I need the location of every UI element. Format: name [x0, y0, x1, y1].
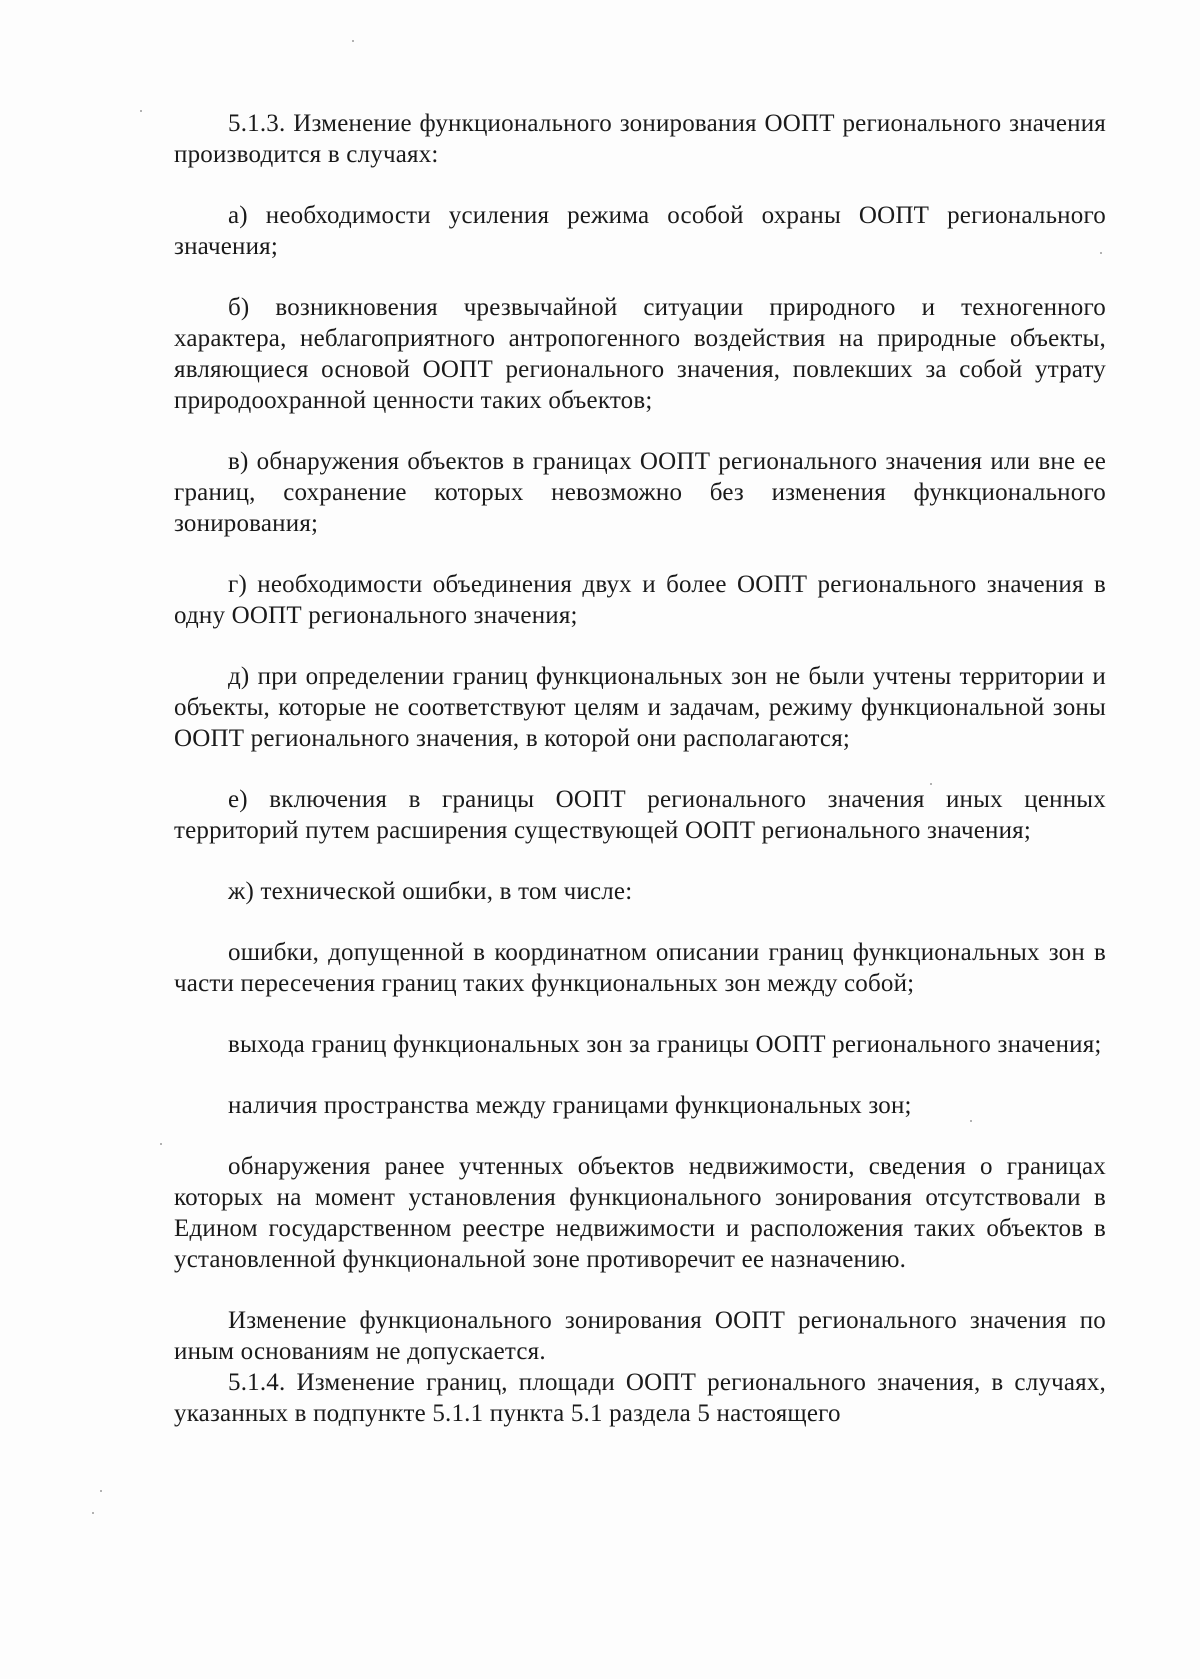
scan-speck — [160, 1143, 162, 1145]
scan-speck — [92, 1512, 94, 1514]
scan-speck — [930, 783, 932, 785]
scan-speck — [970, 1120, 972, 1122]
paragraph-item-zh: ж) технической ошибки, в том числе: — [228, 878, 633, 905]
paragraph-subitem-space: наличия пространства между границами функциональных зон; — [228, 1092, 912, 1119]
document-body — [174, 108, 1106, 1429]
paragraph-subitem-boundaries: выхода границ функциональных зон за границы ООПТ регионального значения; — [228, 1031, 1102, 1058]
paragraph-item-e: е) включения в границы ООПТ регионального значения иных ценных территорий путем расширения существующей ООПТ регионального значения; — [174, 786, 1106, 844]
paragraph-subitem-real-estate: обнаружения ранее учтенных объектов недвижимости, сведения о границах которых на момент установления функционального зонирования отсутствовали в Едином государственном реестре недвижимости и расположения таких объектов в установленной функциональной зоне противоречит ее назначению. — [174, 1153, 1106, 1273]
paragraph-5-1-4: 5.1.4. Изменение границ, площади ООПТ регионального значения, в случаях, указанных в подпункте 5.1.1 пункта 5.1 раздела 5 настоящего — [174, 1369, 1106, 1427]
paragraph-subitem-coordinates: ошибки, допущенной в координатном описании границ функциональных зон в части пересечения границ таких функциональных зон между собой; — [174, 939, 1106, 997]
paragraph-5-1-3: 5.1.3. Изменение функционального зонирования ООПТ регионального значения производится в случаях: — [174, 110, 1106, 168]
paragraph-item-d: д) при определении границ функциональных зон не были учтены территории и объекты, которые не соответствуют целям и задачам, режиму функциональной зоны ООПТ регионального значения, в которой они располагаются; — [174, 663, 1106, 752]
scan-speck — [1100, 252, 1102, 254]
paragraph-item-b: б) возникновения чрезвычайной ситуации природного и техногенного характера, неблагоприятного антропогенного воздействия на природные объекты, являющиеся основой ООПТ регионального значения, повлекших за собой утрату природоохранной ценности таких объектов; — [174, 294, 1106, 414]
scan-speck — [100, 1490, 102, 1492]
paragraph-item-a: а) необходимости усиления режима особой охраны ООПТ регионального значения; — [174, 202, 1106, 260]
scan-speck — [352, 40, 354, 42]
paragraph-other-grounds: Изменение функционального зонирования ООПТ регионального значения по иным основаниям не допускается. — [174, 1307, 1106, 1365]
paragraph-item-g: г) необходимости объединения двух и более ООПТ регионального значения в одну ООПТ регионального значения; — [174, 571, 1106, 629]
paragraph-item-v: в) обнаружения объектов в границах ООПТ регионального значения или вне ее границ, сохранение которых невозможно без изменения функционального зонирования; — [174, 448, 1106, 537]
scan-speck — [140, 110, 142, 112]
